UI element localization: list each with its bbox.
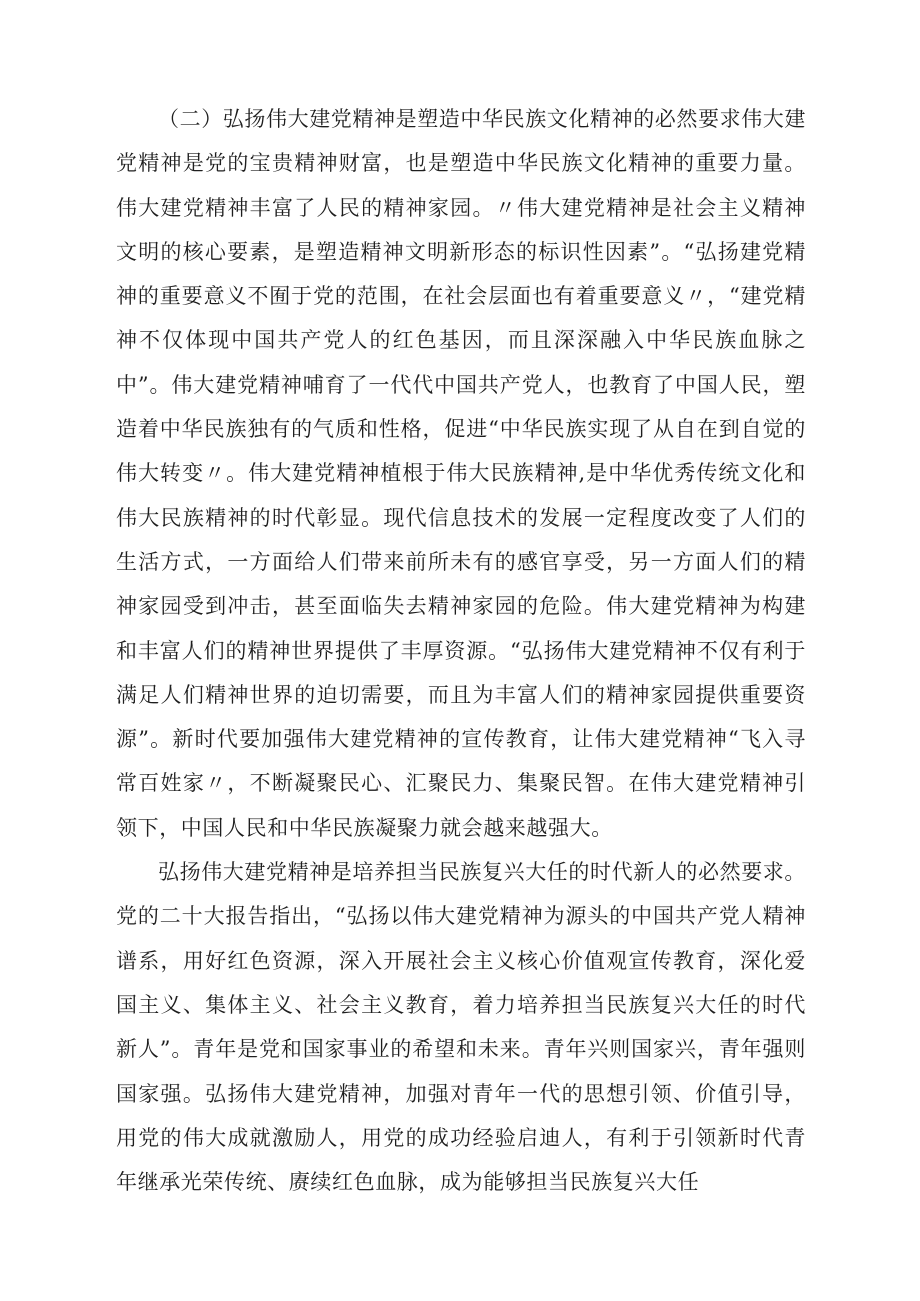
paragraph-2: 弘扬伟大建党精神是培养担当民族复兴大任的时代新人的必然要求。党的二十大报告指出，“弘扬以伟大建党精神为源头的中国共产党人精神谱系，用好红色资源，深入开展社会主义核心价值观宣传教育，深化爱国主义、集体主义、社会主义教育，着力培养担当民族复兴大任的时代新人”。青年是党和国家事业的希望和未来。青年兴则国家兴，青年强则国家强。弘扬伟大建党精神，加强对青年一代的思想引领、价值引导，用党的伟大成就激励人，用党的成功经验启迪人，有利于引领新时代青年继承光荣传统、赓续红色血脉，成为能够担当民族复兴大任 bbox=[116, 860, 806, 1195]
paragraph-1: （二）弘扬伟大建党精神是塑造中华民族文化精神的必然要求伟大建党精神是党的宝贵精神财富，也是塑造中华民族文化精神的重要力量。伟大建党精神丰富了人民的精神家园。〃伟大建党精神是社会主义精神文明的核心要素，是塑造精神文明新形态的标识性因素”。“弘扬建党精神的重要意义不囿于党的范围，在社会层面也有着重要意义〃，“建党精神不仅体现中国共产党人的红色基因，而且深深融入中华民族血脉之中”。伟大建党精神哺育了一代代中国共产党人，也教育了中国人民，塑造着中华民族独有的气质和性格，促进“中华民族实现了从自在到自觉的伟大转变〃。伟大建党精神植根于伟大民族精神,是中华优秀传统文化和伟大民族精神的时代彰显。现代信息技术的发展一定程度改变了人们的生活方式，一方面给人们带来前所未有的感官享受，另一方面人们的精神家园受到冲击，甚至面临失去精神家园的危险。伟大建党精神为构建和丰富人们的精神世界提供了丰厚资源。“弘扬伟大建党精神不仅有利于满足人们精神世界的迫切需要，而且为丰富人们的精神家园提供重要资源”。新时代要加强伟大建党精神的宣传教育，让伟大建党精神“飞入寻常百姓家〃，不断凝聚民心、汇聚民力、集聚民智。在伟大建党精神引领下，中国人民和中华民族凝聚力就会越来越强大。 bbox=[116, 107, 806, 840]
document-body bbox=[116, 97, 806, 1204]
